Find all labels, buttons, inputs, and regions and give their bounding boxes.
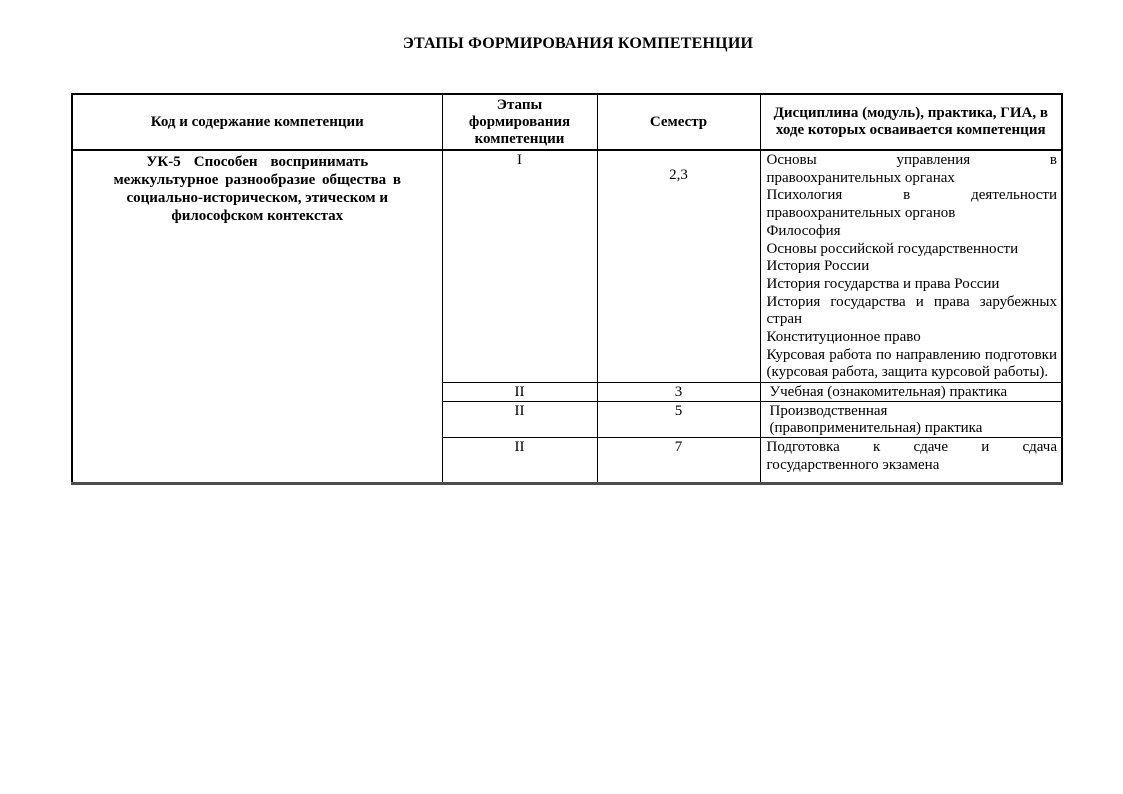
discipline-paragraph (767, 152, 1058, 187)
stage-cell: II (442, 402, 597, 438)
table-header (72, 94, 1062, 150)
competence-line: философском контекстах (171, 208, 344, 224)
discipline-line: стран (766, 311, 803, 328)
competency-stages-table (71, 93, 1063, 485)
competence-line: УК-5 Способен воспринимать (146, 154, 369, 170)
discipline-line: Подготовка к сдаче и сдача (766, 439, 1057, 456)
discipline-line: правоохранительных органах (766, 169, 955, 186)
stage-row (72, 150, 1062, 383)
disciplines-cell (760, 402, 1062, 438)
disciplines-cell (760, 150, 1062, 383)
discipline-line: правоохранительных органов (766, 205, 956, 222)
header-semester: Семестр (597, 94, 760, 150)
discipline-paragraph (767, 223, 1058, 241)
discipline-line: государственного экзамена (766, 456, 940, 473)
discipline-paragraph (767, 294, 1058, 329)
discipline-line: Психология в деятельности (766, 187, 1057, 204)
stage-cell: II (442, 383, 597, 402)
header-competence: Код и содержание компетенции (72, 94, 442, 150)
header-discipline: Дисциплина (модуль), практика, ГИА, в ходе которых осваивается компетенция (760, 94, 1062, 150)
semester-cell: 2,3 (597, 150, 760, 383)
discipline-line: Производственная (769, 403, 888, 420)
discipline-paragraph (767, 241, 1058, 259)
competence-text (73, 153, 442, 225)
discipline-line: (курсовая работа, защита курсовой работы). (766, 364, 1049, 381)
semester-cell: 7 (597, 438, 760, 484)
discipline-line: Конституционное право (766, 329, 921, 346)
discipline-paragraph (767, 347, 1058, 382)
discipline-paragraph (770, 403, 1058, 437)
discipline-line: Философия (766, 222, 841, 239)
header-row (72, 94, 1062, 150)
discipline-paragraph (767, 187, 1058, 222)
header-stages: Этапы формирования компетенции (442, 94, 597, 150)
page-title: ЭТАПЫ ФОРМИРОВАНИЯ КОМПЕТЕНЦИИ (402, 35, 754, 52)
competence-line: межкультурное разнообразие общества в (113, 172, 402, 188)
disciplines-list (767, 152, 1058, 382)
discipline-paragraph (767, 329, 1058, 347)
discipline-line: Основы российской государственности (766, 240, 1019, 257)
discipline-line: Курсовая работа по направлению подготовки (766, 346, 1057, 363)
discipline-paragraph (767, 439, 1058, 474)
competence-line: социально-историческом, этическом и (126, 190, 389, 206)
discipline-paragraph (767, 276, 1058, 294)
discipline-line: (правоприменительная) практика (769, 420, 983, 437)
discipline-line: Учебная (ознакомительная) практика (769, 384, 1008, 401)
discipline-line: Основы управления в (766, 152, 1057, 168)
table-container (71, 93, 1063, 485)
discipline-line: История государства и права зарубежных (766, 293, 1057, 310)
discipline-paragraph (767, 258, 1058, 276)
competence-cell (72, 150, 442, 484)
disciplines-cell (760, 383, 1062, 402)
semester-cell: 5 (597, 402, 760, 438)
stage-cell: I (442, 150, 597, 383)
stage-cell: II (442, 438, 597, 484)
disciplines-list (767, 439, 1058, 474)
disciplines-cell (760, 438, 1062, 484)
semester-cell: 3 (597, 383, 760, 402)
table-body (72, 150, 1062, 484)
discipline-line: История России (766, 258, 870, 275)
disciplines-list (770, 384, 1058, 400)
disciplines-list (770, 403, 1058, 437)
discipline-line: История государства и права России (766, 275, 1000, 292)
discipline-paragraph (770, 384, 1058, 400)
